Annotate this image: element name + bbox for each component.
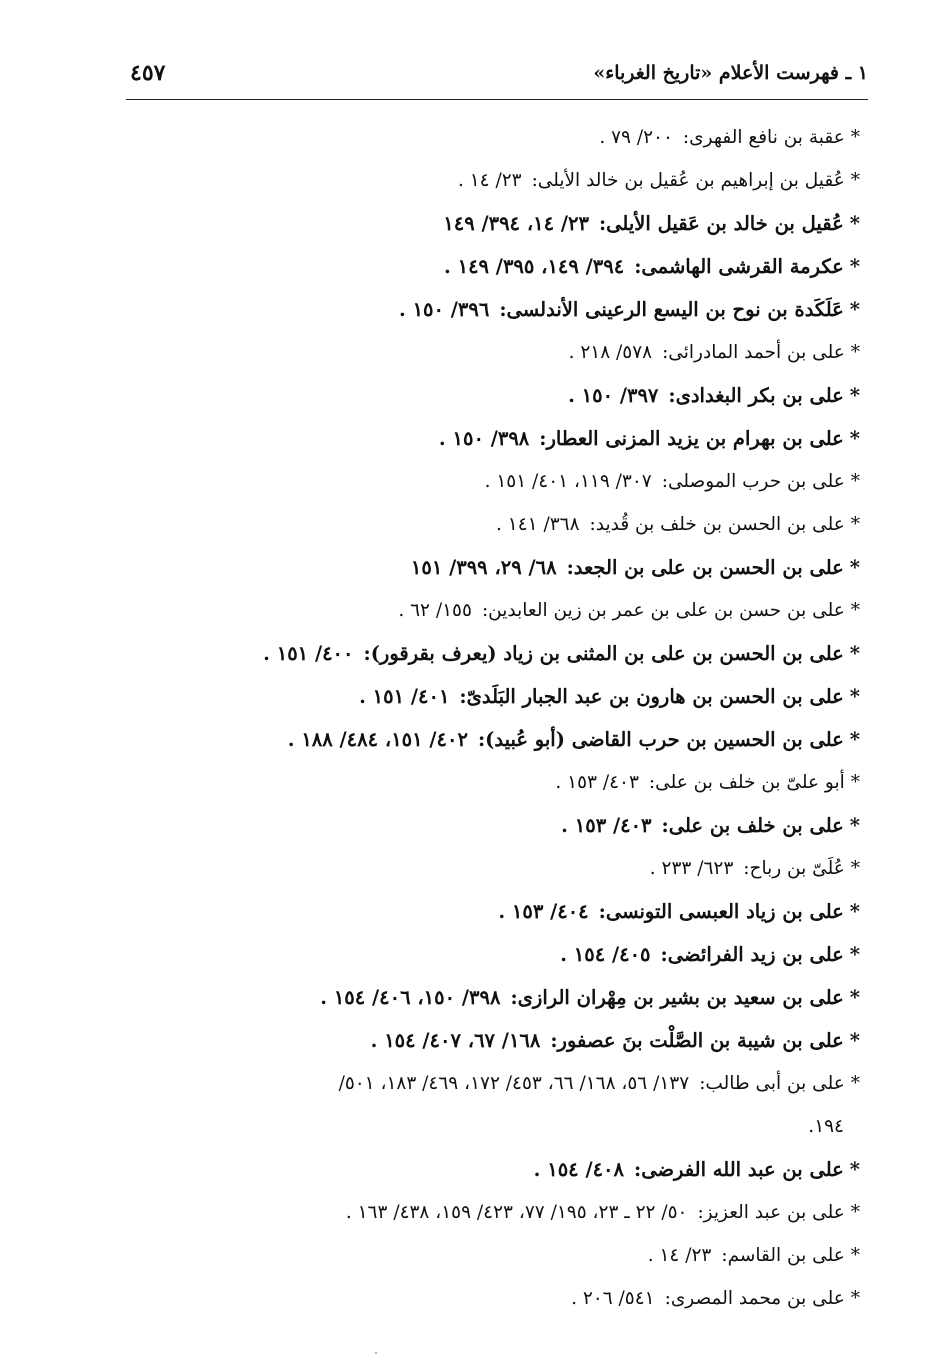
index-entry: [100, 675, 860, 718]
index-entry: [100, 1019, 860, 1062]
index-entry: [100, 1062, 860, 1148]
entry-name: عَلَكَدة بن نوح بن اليسع الرعينى الأندلسى:: [499, 298, 844, 321]
bullet-asterisk: *: [849, 943, 860, 966]
bullet-asterisk: *: [849, 556, 860, 579]
entry-page-refs-continued: ١٩٤.: [808, 1116, 844, 1137]
entry-page-refs: ٦٨/ ٢٩، ٣٩٩/ ١٥١: [410, 556, 557, 579]
entry-name: على بن الحسين بن حرب القاضى (أبو عُبيد):: [477, 728, 844, 751]
entry-page-refs: ٥٧٨/ ٢١٨ .: [568, 342, 653, 363]
entry-name: عُقيل بن إبراهيم بن عُقيل بن خالد الأيلى:: [531, 170, 845, 191]
entry-name: على بن زياد العبسى التونسى:: [598, 900, 844, 923]
bullet-asterisk: *: [849, 212, 860, 235]
entry-name: على بن القاسم:: [721, 1245, 845, 1266]
entry-page-refs: ٥٠/ ٢٢ ـ ٢٣، ١٩٥/ ٧٧، ٤٢٣/ ١٥٩، ٤٣٨/ ١٦٣ .: [345, 1202, 688, 1223]
bullet-asterisk: *: [850, 1202, 860, 1223]
entry-name: عقبة بن نافع الفهرى:: [682, 127, 845, 148]
entry-page-refs: ٣٩٦/ ١٥٠ .: [398, 298, 490, 321]
index-entry: [100, 116, 860, 159]
bullet-asterisk: *: [850, 514, 860, 535]
entry-page-refs: ٤٠٣/ ١٥٣ .: [561, 814, 652, 837]
entry-page-refs: ٤٠٢/ ١٥١، ٤٨٤/ ١٨٨ .: [287, 728, 468, 751]
entry-name: على بن بكر البغدادى:: [668, 384, 844, 407]
entry-page-refs: ٤٠٤/ ١٥٣ .: [498, 900, 589, 923]
index-entry: [100, 761, 860, 804]
bullet-asterisk: *: [849, 1029, 860, 1052]
index-entry: [100, 1234, 860, 1277]
bullet-asterisk: *: [849, 255, 860, 278]
entry-page-refs: ٤٠٠/ ١٥١ .: [263, 642, 354, 665]
bullet-asterisk: *: [849, 728, 860, 751]
index-entry: [100, 589, 860, 632]
entry-page-refs: ٤٠١/ ١٥١ .: [359, 685, 450, 708]
entry-page-refs: ٣٩٨/ ١٥٠ .: [438, 427, 530, 450]
entry-name: على بن زيد الفرائضى:: [660, 943, 844, 966]
bullet-asterisk: *: [849, 685, 860, 708]
index-entry: [100, 933, 860, 976]
entry-name: عكرمة القرشى الهاشمى:: [634, 255, 844, 278]
entry-name: على بن الحسن بن هارون بن عبد الجبار البَلَدىّ:: [459, 685, 844, 708]
entry-page-refs: ٤٠٥/ ١٥٤ .: [560, 943, 651, 966]
index-entry: [100, 847, 860, 890]
entry-page-refs: ١٥٥/ ٦٢ .: [398, 600, 472, 621]
index-entry: [100, 632, 860, 675]
entry-name: على بن الحسن بن على بن الجعد:: [566, 556, 844, 579]
bullet-asterisk: *: [850, 1288, 860, 1309]
entry-name: على بن أبى طالب:: [699, 1073, 845, 1094]
entry-page-refs: ٥٤١/ ٢٠٦ .: [571, 1288, 655, 1309]
bullet-asterisk: *: [850, 127, 860, 148]
entry-page-refs: ٣٩٧/ ١٥٠ .: [568, 384, 659, 407]
entry-name: على بن سعيد بن بشير بن مِهْران الرازى:: [510, 986, 844, 1009]
entry-page-refs: ٣٩٨/ ١٥٠، ٤٠٦/ ١٥٤ .: [320, 986, 501, 1009]
bullet-asterisk: *: [850, 471, 860, 492]
entry-page-refs: ١٦٨/ ٦٧، ٤٠٧/ ١٥٤ .: [370, 1029, 541, 1052]
entry-page-refs: ٢٣/ ١٤، ٣٩٤/ ١٤٩: [443, 212, 589, 235]
entry-name: على بن شيبة بن الصَّلْت بنَ عصفور:: [550, 1029, 844, 1052]
entry-page-refs: ٤٠٣/ ١٥٣ .: [555, 772, 639, 793]
bullet-asterisk: *: [849, 814, 860, 837]
entry-page-refs: ١٣٧/ ٥٦، ١٦٨/ ٦٦، ٤٥٣/ ١٧٢، ٤٦٩/ ١٨٣، ٥٠١/: [338, 1073, 690, 1094]
index-entry: [100, 460, 860, 503]
header-rule: [126, 99, 868, 100]
entry-page-refs: ٢٣/ ١٤ .: [647, 1245, 712, 1266]
bullet-asterisk: *: [849, 1158, 860, 1181]
bullet-asterisk: *: [849, 384, 860, 407]
index-entry: [100, 374, 860, 417]
bullet-asterisk: *: [850, 170, 860, 191]
entry-name: على بن عبد العزيز:: [697, 1202, 845, 1223]
bullet-asterisk: *: [850, 1073, 860, 1094]
index-entry: [100, 718, 860, 761]
entry-name: على بن أحمد المادرائى:: [662, 342, 845, 363]
entry-name: على بن الحسن بن على بن المثنى بن زياد (يعرف بقرقور):: [363, 642, 844, 665]
bullet-asterisk: *: [850, 600, 860, 621]
entry-name: على بن محمد المصرى:: [664, 1288, 845, 1309]
page-number: ٤٥٧: [130, 60, 166, 86]
entry-name: على بن خلف بن على:: [661, 814, 844, 837]
running-title: ١ ـ فهرست الأعلام «تاريخ الغرباء»: [593, 62, 868, 84]
bullet-asterisk: *: [849, 298, 860, 321]
index-entry: [100, 202, 860, 245]
entry-page-refs: ٣٠٧/ ١١٩، ٤٠١/ ١٥١ .: [484, 471, 652, 492]
index-entry: [100, 1277, 860, 1320]
index-entry: [100, 331, 860, 374]
index-entry: [100, 503, 860, 546]
entry-page-refs: ٦٢٣/ ٢٣٣ .: [649, 858, 734, 879]
entry-name: على بن حرب الموصلى:: [661, 471, 845, 492]
entry-name: عُلَىّ بن رباح:: [743, 858, 845, 879]
bullet-asterisk: *: [850, 858, 860, 879]
index-entry: [100, 976, 860, 1019]
entry-page-refs: ٤٠٨/ ١٥٤ .: [533, 1158, 624, 1181]
entry-name: أبو علىّ بن خلف بن على:: [648, 772, 845, 793]
index-entries-list: [100, 116, 860, 1320]
bullet-asterisk: *: [849, 427, 860, 450]
index-entry: [100, 804, 860, 847]
index-entry: [100, 546, 860, 589]
entry-name: على بن عبد الله الفرضى:: [634, 1158, 844, 1181]
index-entry: [100, 1191, 860, 1234]
scan-speck: [375, 1352, 377, 1354]
index-entry: [100, 890, 860, 933]
index-entry: [100, 159, 860, 202]
entry-page-refs: ٣٦٨/ ١٤١ .: [496, 514, 580, 535]
bullet-asterisk: *: [849, 986, 860, 1009]
index-entry: [100, 245, 860, 288]
bullet-asterisk: *: [850, 342, 860, 363]
entry-page-refs: ٢٠٠/ ٧٩ .: [599, 127, 673, 148]
entry-page-refs: ٣٩٤/ ١٤٩، ٣٩٥/ ١٤٩ .: [444, 255, 625, 278]
index-entry: [100, 288, 860, 331]
index-entry: [100, 1148, 860, 1191]
entry-name: على بن بهرام بن يزيد المزنى العطار:: [539, 427, 844, 450]
entry-name: على بن حسن بن على بن عمر بن زين العابدين:: [481, 600, 845, 621]
bullet-asterisk: *: [849, 900, 860, 923]
bullet-asterisk: *: [850, 1245, 860, 1266]
entry-name: عُقيل بن خالد بن عَقيل الأيلى:: [598, 212, 844, 235]
page-header: [130, 62, 868, 96]
entry-page-refs: ٢٣/ ١٤ .: [457, 170, 522, 191]
entry-name: على بن الحسن بن خلف بن قُديد:: [589, 514, 845, 535]
bullet-asterisk: *: [850, 772, 860, 793]
bullet-asterisk: *: [849, 642, 860, 665]
index-entry: [100, 417, 860, 460]
